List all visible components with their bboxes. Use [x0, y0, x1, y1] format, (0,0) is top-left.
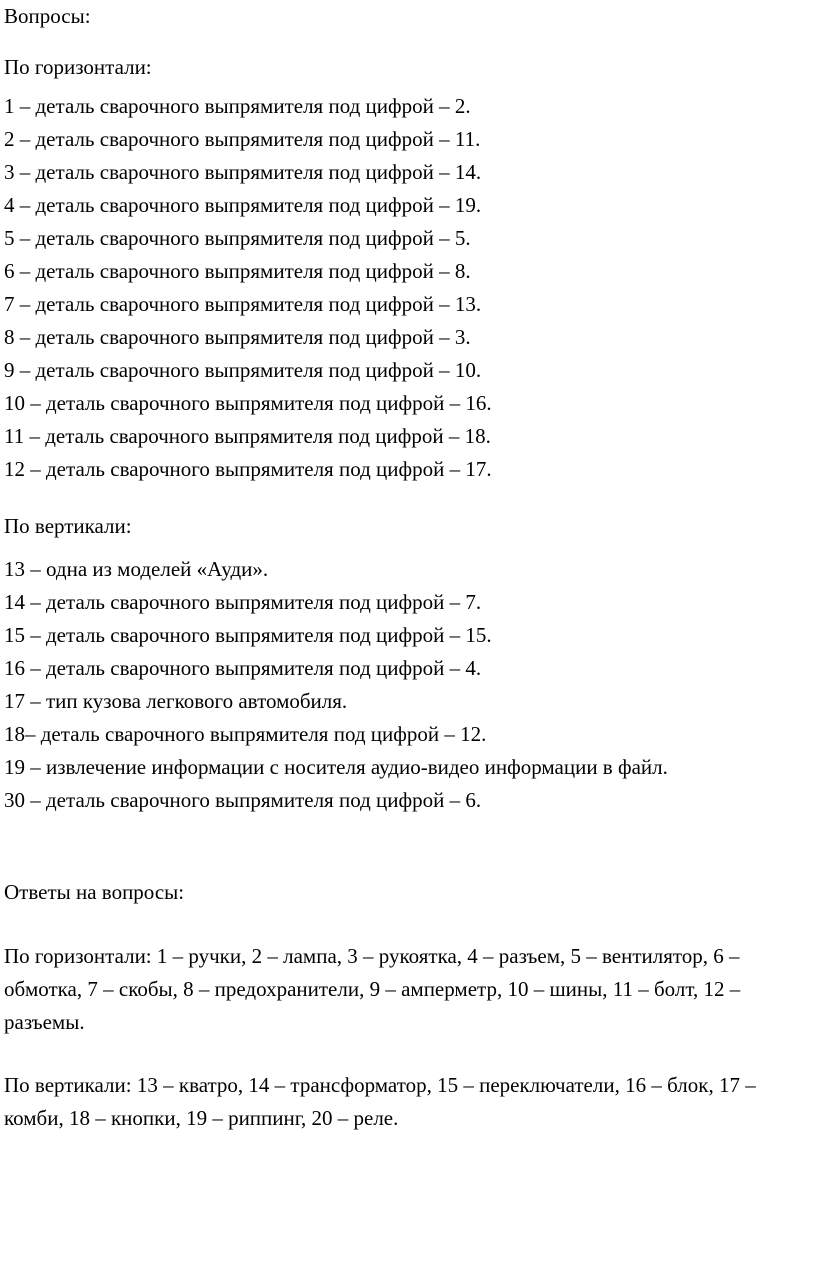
clue-item: 8 – деталь сварочного выпрямителя под цифрой – 3. [4, 325, 471, 349]
clue-item: 14 – деталь сварочного выпрямителя под цифрой – 7. [4, 590, 482, 614]
clue-item: 1 – деталь сварочного выпрямителя под цифрой – 2. [4, 94, 471, 118]
horizontal-clue-list [4, 90, 492, 486]
clue-item: 30 – деталь сварочного выпрямителя под цифрой – 6. [4, 788, 482, 812]
clue-item: 16 – деталь сварочного выпрямителя под цифрой – 4. [4, 656, 482, 680]
answers-horizontal-paragraph: По горизонтали: 1 – ручки, 2 – лампа, 3 – рукоятка, 4 – разъем, 5 – вентилятор, 6 – обмотка, 7 – скобы, 8 – предохранители, 9 – амперметр, 10 – шины, 11 – болт, 12 – разъемы. [4, 944, 741, 1034]
clue-item: 18– деталь сварочного выпрямителя под цифрой – 12. [4, 722, 487, 746]
clue-item: 10 – деталь сварочного выпрямителя под цифрой – 16. [4, 391, 492, 415]
clue-item: 13 – одна из моделей «Ауди». [4, 557, 269, 581]
vertical-section-title: По вертикали: [4, 514, 132, 538]
horizontal-section-title: По горизонтали: [4, 55, 152, 79]
clue-item: 11 – деталь сварочного выпрямителя под цифрой – 18. [4, 424, 491, 448]
vertical-clue-list [4, 553, 668, 817]
clue-item: 2 – деталь сварочного выпрямителя под цифрой – 11. [4, 127, 481, 151]
answers-title: Ответы на вопросы: [4, 880, 185, 904]
clue-item: 9 – деталь сварочного выпрямителя под цифрой – 10. [4, 358, 482, 382]
questions-title: Вопросы: [4, 4, 91, 28]
clue-item: 4 – деталь сварочного выпрямителя под цифрой – 19. [4, 193, 482, 217]
answers-vertical-paragraph: По вертикали: 13 – кватро, 14 – трансформатор, 15 – переключатели, 16 – блок, 17 – комби, 18 – кнопки, 19 – риппинг, 20 – реле. [4, 1073, 756, 1130]
clue-item: 3 – деталь сварочного выпрямителя под цифрой – 14. [4, 160, 482, 184]
clue-item: 5 – деталь сварочного выпрямителя под цифрой – 5. [4, 226, 471, 250]
clue-item: 7 – деталь сварочного выпрямителя под цифрой – 13. [4, 292, 482, 316]
clue-item: 12 – деталь сварочного выпрямителя под цифрой – 17. [4, 457, 492, 481]
clue-item: 6 – деталь сварочного выпрямителя под цифрой – 8. [4, 259, 471, 283]
clue-item: 17 – тип кузова легкового автомобиля. [4, 689, 348, 713]
clue-item: 15 – деталь сварочного выпрямителя под цифрой – 15. [4, 623, 492, 647]
clue-item: 19 – извлечение информации с носителя аудио-видео информации в файл. [4, 755, 668, 779]
